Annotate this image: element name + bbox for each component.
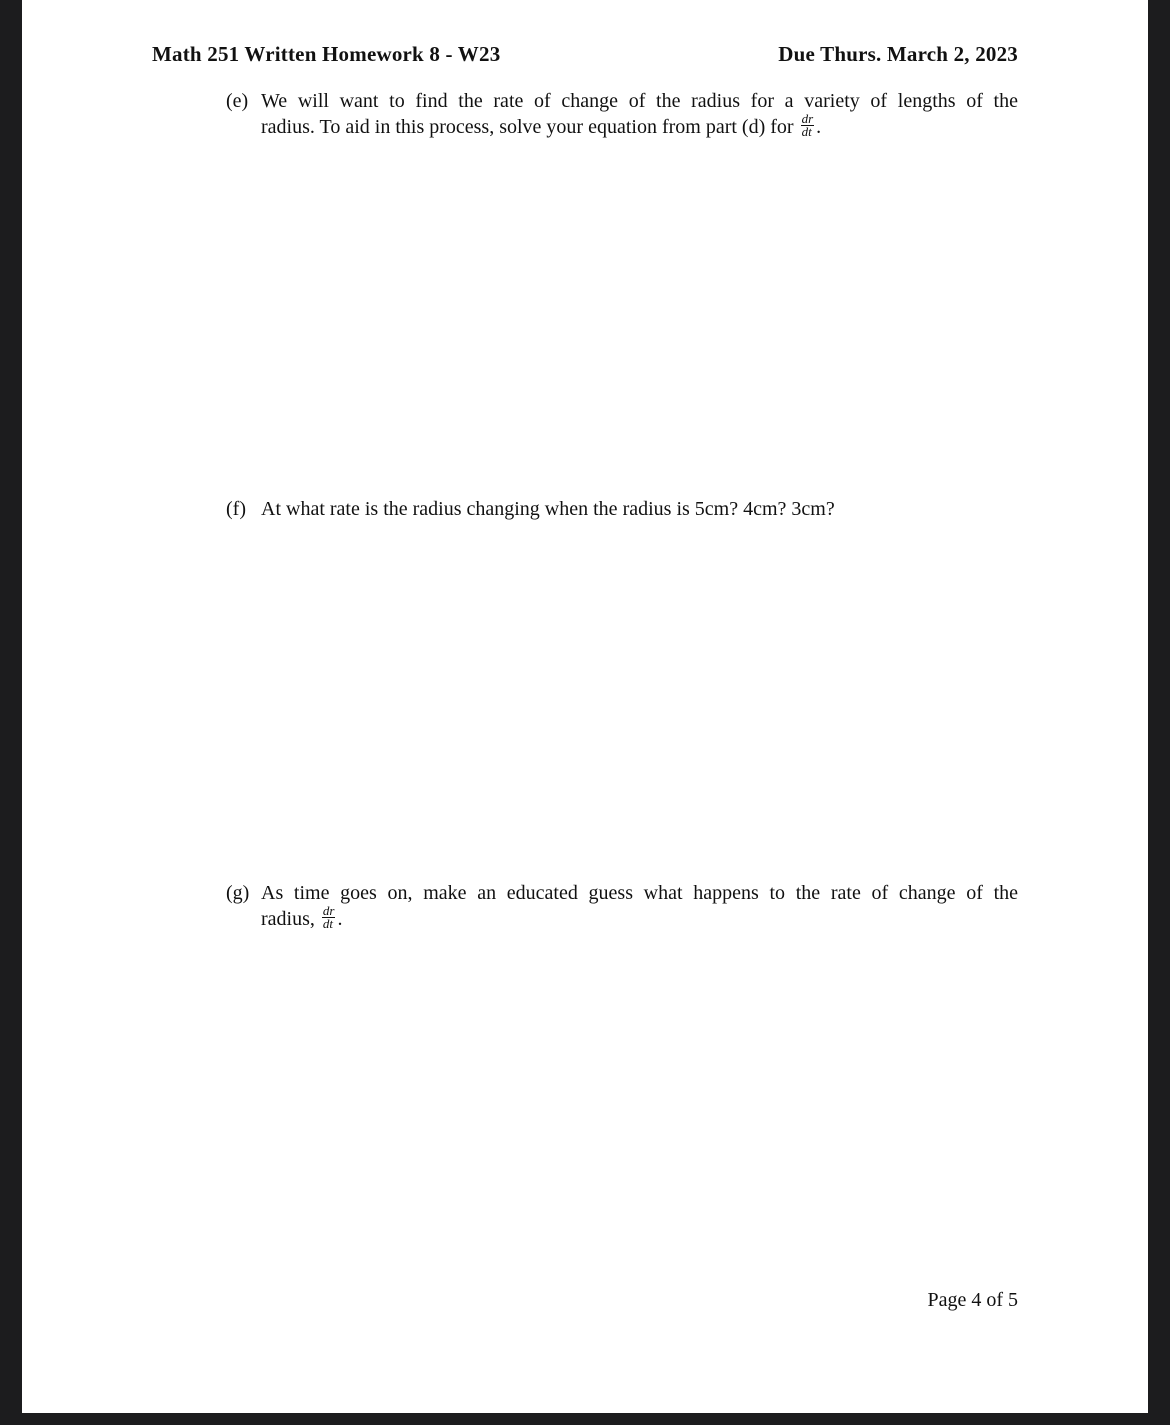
problem-line: At what rate is the radius changing when the radius is 5cm? 4cm? 3cm? [261,498,835,520]
problem-line [261,110,1018,141]
homework-title: Math 251 Written Homework 8 - W23 [152,42,501,66]
problem-f [226,496,1018,522]
problem-line-text: radius. To aid in this process, solve your equation from part (d) for [261,116,794,138]
fraction-numerator: dr [801,110,814,126]
problem-g [226,880,1018,933]
problem-line: We will want to find the rate of change of the radius for a variety of lengths of the [261,90,1018,112]
fraction-numerator: dr [322,902,335,918]
problem-e [226,88,1018,141]
problem-marker: (g) [226,882,250,904]
due-date: Due Thurs. March 2, 2023 [778,42,1018,66]
problem-line [261,902,1018,933]
problem-text [261,88,1018,141]
problem-marker: (f) [226,498,246,520]
problem-text [261,880,1018,933]
derivative-fraction [322,902,336,931]
page-number: Page 4 of 5 [927,1289,1018,1311]
problem-line-text: radius, [261,908,315,930]
problem-marker: (e) [226,90,249,112]
sentence-end: . [337,908,343,930]
fraction-denominator: dt [801,123,812,139]
problem-line: As time goes on, make an educated guess what happens to the rate of change of the [261,882,1018,904]
sentence-end: . [816,116,822,138]
document-page [22,0,1148,1413]
derivative-fraction [801,110,815,139]
problem-text [261,496,1018,522]
fraction-denominator: dt [322,915,334,931]
